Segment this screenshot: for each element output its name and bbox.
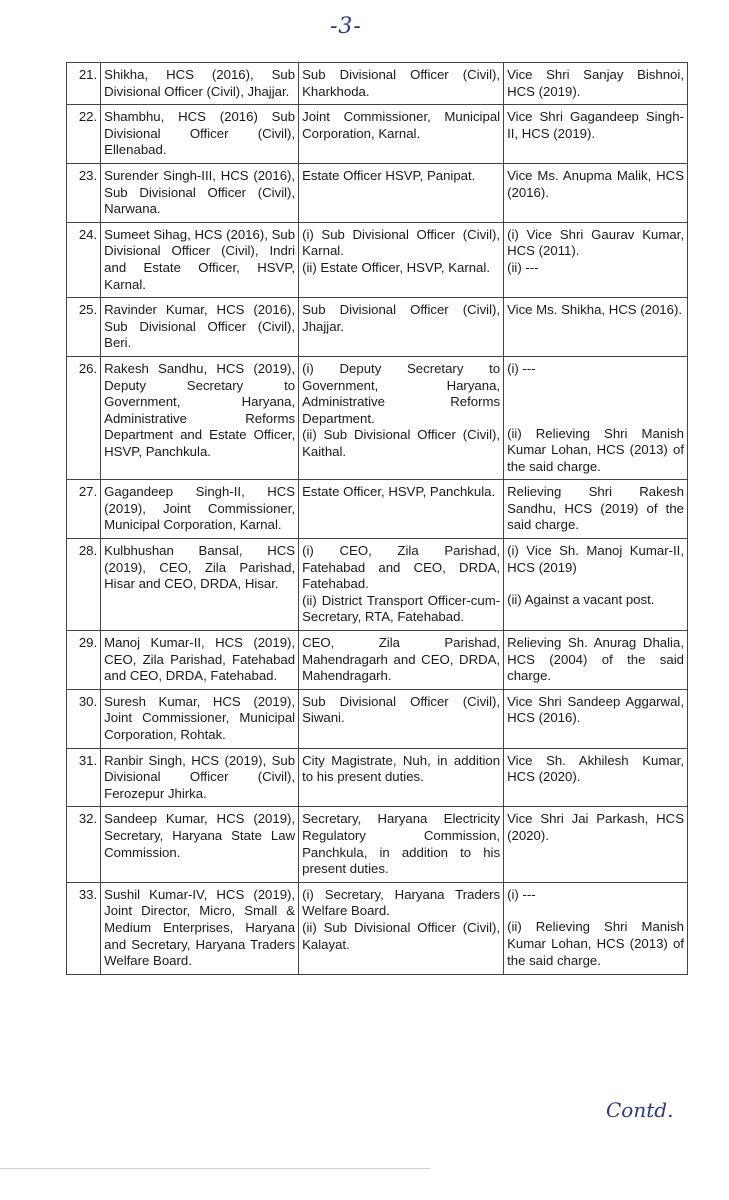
posted-as-text: (ii) District Transport Officer-cum-Secretary, RTA, Fatehabad. (302, 592, 501, 625)
posted-as-cell (299, 163, 504, 222)
officer-details-cell (101, 748, 299, 807)
officer-details-cell (101, 356, 299, 479)
officer-details-text: Shambhu, HCS (2016) Sub Divisional Officer (Civil), Ellenabad. (104, 109, 296, 158)
officer-details-text: Kulbhushan Bansal, HCS (2019), CEO, Zila Parishad, Hisar and CEO, DRDA, Hisar. (104, 543, 296, 592)
officer-details-text: Sandeep Kumar, HCS (2019), Secretary, Haryana State Law Commission. (104, 811, 296, 860)
officer-details-text: Surender Singh-III, HCS (2016), Sub Divisional Officer (Civil), Narwana. (104, 167, 296, 217)
vice-details-text: (ii) Relieving Shri Manish Kumar Lohan, HCS (2013) of the said charge. (507, 919, 684, 968)
serial-number: 22. (67, 105, 101, 164)
vice-details-cell (504, 631, 688, 690)
table-row (67, 480, 688, 539)
vice-details-text: Vice Shri Jai Parkash, HCS (2020). (507, 811, 684, 843)
table-row (67, 222, 688, 297)
posted-as-text: (ii) Sub Divisional Officer (Civil), Kaithal. (302, 427, 501, 459)
vice-details-cell (504, 163, 688, 222)
vice-details-cell (504, 748, 688, 807)
table-row (67, 807, 688, 882)
serial-number: 24. (67, 222, 101, 297)
vice-details-cell (504, 807, 688, 882)
vice-details-text: (i) Vice Shri Gaurav Kumar, HCS (2011). (507, 226, 684, 259)
table-row (67, 631, 688, 690)
vice-details-text: Relieving Sh. Anurag Dhalia, HCS (2004) of the said charge. (507, 635, 684, 684)
posted-as-text: CEO, Zila Parishad, Mahendragarh and CEO, DRDA, Mahendragarh. (302, 635, 501, 684)
serial-number: 31. (67, 748, 101, 807)
posted-as-cell (299, 105, 504, 164)
table-row (67, 689, 688, 748)
vice-details-cell (504, 298, 688, 357)
posted-as-cell (299, 882, 504, 974)
vice-details-text: (ii) Relieving Shri Manish Kumar Lohan, HCS (2013) of the said charge. (507, 425, 684, 474)
posted-as-text: (i) Secretary, Haryana Traders Welfare Board. (302, 886, 501, 919)
vice-details-cell (504, 63, 688, 105)
posted-as-text: Sub Divisional Officer (Civil), Siwani. (302, 693, 501, 726)
posted-as-cell (299, 298, 504, 357)
serial-number: 23. (67, 163, 101, 222)
serial-number: 30. (67, 689, 101, 748)
vice-details-text: Vice Shri Gagandeep Singh-II, HCS (2019). (507, 109, 684, 141)
posted-as-cell (299, 631, 504, 690)
serial-number: 27. (67, 480, 101, 539)
officer-details-cell (101, 63, 299, 105)
officer-details-cell (101, 222, 299, 297)
posted-as-text: Secretary, Haryana Electricity Regulatory Commission, Panchkula, in addition to his present duties. (302, 811, 501, 877)
officer-details-text: Shikha, HCS (2016), Sub Divisional Officer (Civil), Jhajjar. (104, 67, 296, 99)
vice-details-text: Vice Ms. Shikha, HCS (2016). (507, 302, 683, 318)
serial-number: 26. (67, 356, 101, 479)
officer-details-text: Sumeet Sihag, HCS (2016), Sub Divisional Officer (Civil), Indri and Estate Officer, HSVP, Karnal. (104, 226, 296, 292)
posted-as-cell (299, 356, 504, 479)
officer-details-text: Gagandeep Singh-II, HCS (2019), Joint Commissioner, Municipal Corporation, Karnal. (104, 484, 296, 533)
posted-as-text: City Magistrate, Nuh, in addition to his present duties. (302, 752, 501, 785)
vice-details-cell (504, 480, 688, 539)
posted-as-text: (i) Sub Divisional Officer (Civil), Karnal. (302, 226, 501, 259)
serial-number: 25. (67, 298, 101, 357)
posted-as-text: (ii) Estate Officer, HSVP, Karnal. (302, 259, 490, 275)
posted-as-cell (299, 480, 504, 539)
posted-as-text: Estate Officer HSVP, Panipat. (302, 167, 476, 183)
posted-as-text: (i) Deputy Secretary to Government, Haryana, Administrative Reforms Department. (302, 360, 501, 426)
officer-details-text: Ravinder Kumar, HCS (2016), Sub Divisional Officer (Civil), Beri. (104, 302, 296, 351)
serial-number: 28. (67, 539, 101, 631)
officer-details-cell (101, 298, 299, 357)
posting-orders-table (66, 62, 688, 975)
officer-details-text: Ranbir Singh, HCS (2019), Sub Divisional Officer (Civil), Ferozepur Jhirka. (104, 752, 296, 801)
posted-as-cell (299, 63, 504, 105)
officer-details-cell (101, 105, 299, 164)
page-number: -3- (330, 14, 362, 39)
table-row (67, 748, 688, 807)
officer-details-text: Rakesh Sandhu, HCS (2019), Deputy Secretary to Government, Haryana, Administrative Reforms Department and Estate Officer, HSVP, Panchkula. (104, 360, 296, 459)
vice-details-text: Relieving Shri Rakesh Sandhu, HCS (2019) of the said charge. (507, 484, 684, 533)
officer-details-cell (101, 882, 299, 974)
posted-as-text: Sub Divisional Officer (Civil), Jhajjar. (302, 302, 501, 334)
vice-details-text: Vice Ms. Anupma Malik, HCS (2016). (507, 167, 684, 200)
table-row (67, 882, 688, 974)
vice-details-cell (504, 539, 688, 631)
vice-details-cell (504, 882, 688, 974)
spacer (507, 394, 684, 410)
table-row (67, 298, 688, 357)
officer-details-text: Sushil Kumar-IV, HCS (2019), Joint Director, Micro, Small & Medium Enterprises, Haryana and Secretary, Haryana Traders Welfare Board. (104, 886, 296, 969)
vice-details-cell (504, 356, 688, 479)
vice-details-text: (i) Vice Sh. Manoj Kumar-II, HCS (2019) (507, 543, 684, 575)
posted-as-text: Sub Divisional Officer (Civil), Kharkhoda. (302, 67, 501, 99)
continued-note: Contd. (606, 1098, 674, 1122)
officer-details-text: Manoj Kumar-II, HCS (2019), CEO, Zila Parishad, Fatehabad and CEO, DRDA, Fatehabad. (104, 635, 296, 684)
spacer (507, 378, 684, 394)
officer-details-cell (101, 631, 299, 690)
posted-as-cell (299, 807, 504, 882)
posted-as-cell (299, 539, 504, 631)
serial-number: 33. (67, 882, 101, 974)
posted-as-text: Estate Officer, HSVP, Panchkula. (302, 484, 496, 500)
vice-details-text: (ii) Against a vacant post. (507, 592, 655, 608)
posted-as-text: (ii) Sub Divisional Officer (Civil), Kalayat. (302, 919, 501, 952)
officer-details-cell (101, 163, 299, 222)
vice-details-text: (ii) --- (507, 259, 539, 275)
officer-details-cell (101, 539, 299, 631)
table-row (67, 356, 688, 479)
posted-as-text: Joint Commissioner, Municipal Corporation, Karnal. (302, 109, 501, 141)
table-body (67, 63, 688, 975)
vice-details-cell (504, 105, 688, 164)
serial-number: 32. (67, 807, 101, 882)
vice-details-cell (504, 689, 688, 748)
spacer (507, 903, 684, 919)
vice-details-text: Vice Sh. Akhilesh Kumar, HCS (2020). (507, 752, 684, 785)
vice-details-text: Vice Shri Sanjay Bishnoi, HCS (2019). (507, 67, 684, 99)
vice-details-cell (504, 222, 688, 297)
scan-edge-line (0, 1168, 430, 1169)
table-row (67, 105, 688, 164)
posted-as-cell (299, 748, 504, 807)
table-row (67, 163, 688, 222)
table-row (67, 63, 688, 105)
vice-details-text: Vice Shri Sandeep Aggarwal, HCS (2016). (507, 693, 684, 726)
posted-as-text: (i) CEO, Zila Parishad, Fatehabad and CEO, DRDA, Fatehabad. (302, 543, 501, 592)
vice-details-text: (i) --- (507, 886, 536, 902)
officer-details-cell (101, 689, 299, 748)
officer-details-cell (101, 480, 299, 539)
posted-as-cell (299, 689, 504, 748)
serial-number: 21. (67, 63, 101, 105)
vice-details-text: (i) --- (507, 360, 536, 376)
serial-number: 29. (67, 631, 101, 690)
officer-details-text: Suresh Kumar, HCS (2019), Joint Commissioner, Municipal Corporation, Rohtak. (104, 693, 296, 742)
spacer (507, 576, 684, 592)
spacer (507, 410, 684, 426)
officer-details-cell (101, 807, 299, 882)
posted-as-cell (299, 222, 504, 297)
table-row (67, 539, 688, 631)
